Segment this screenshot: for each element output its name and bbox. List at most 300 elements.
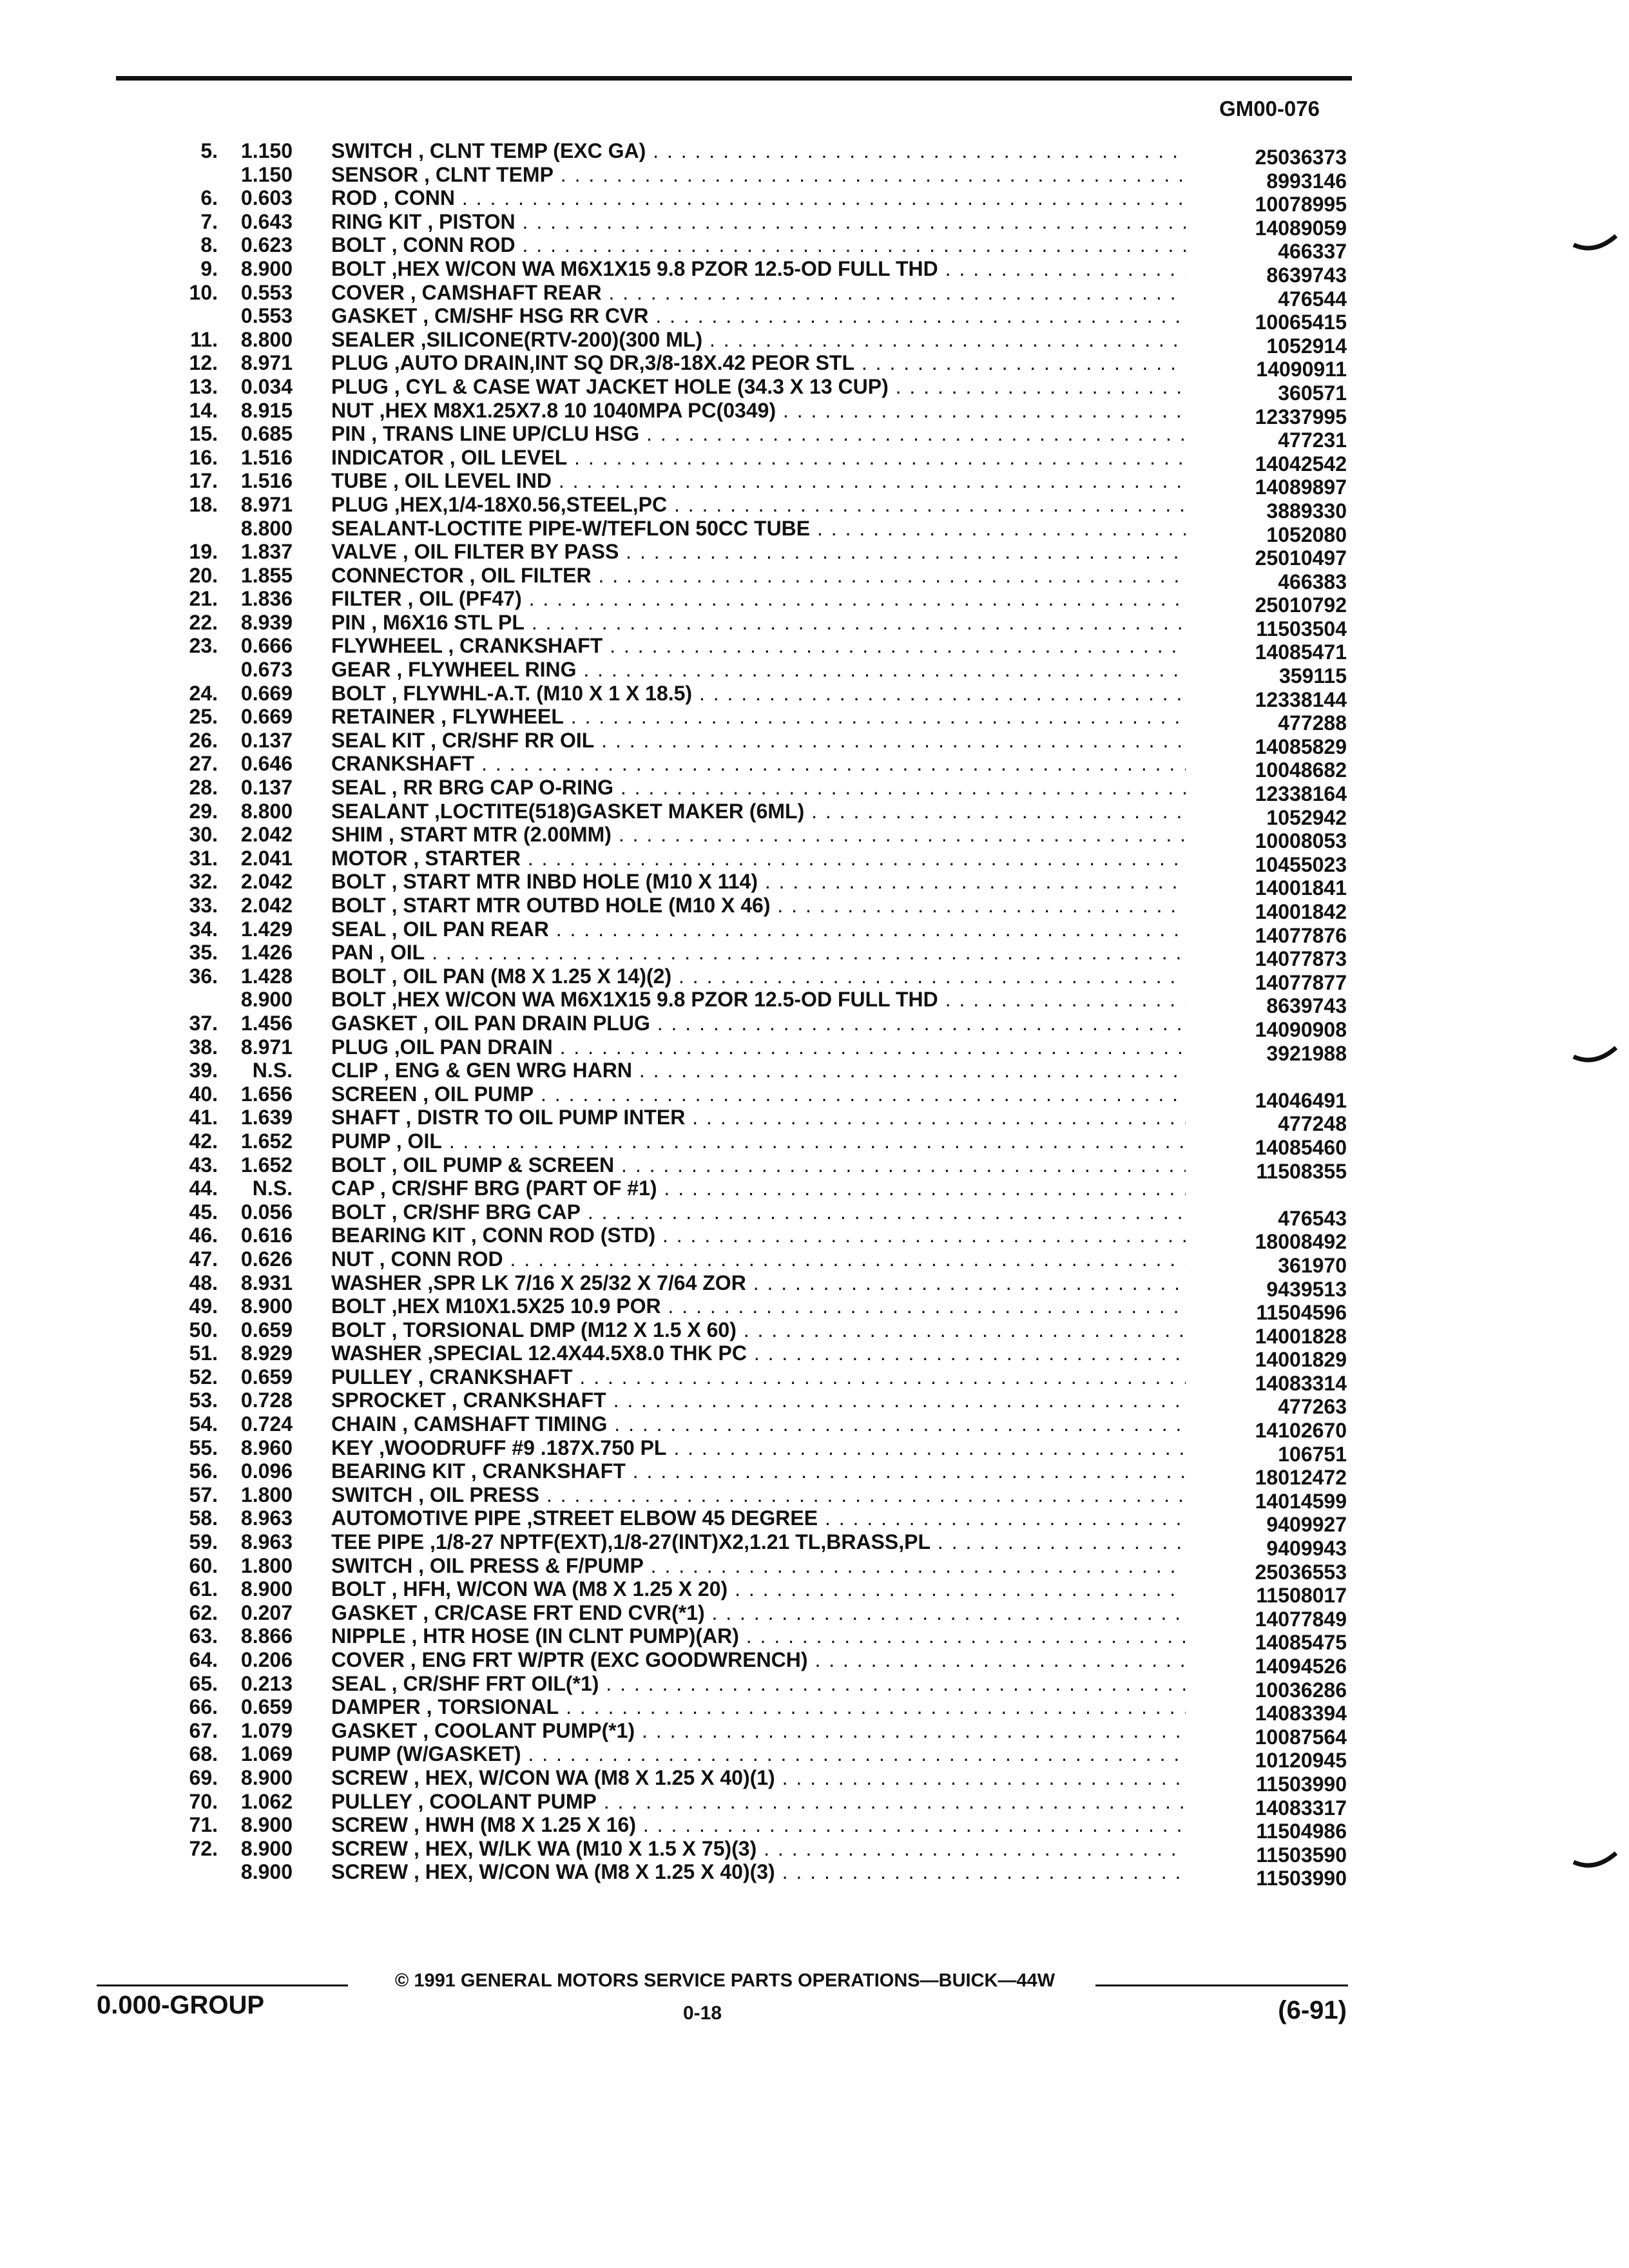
item-number: 27. bbox=[189, 752, 218, 776]
item-number: 42. bbox=[189, 1129, 218, 1153]
group-number: 0.659 bbox=[240, 1365, 293, 1389]
part-description: COVER , ENG FRT W/PTR (EXC GOODWRENCH) . . . bbox=[331, 1648, 1186, 1671]
group-number: 0.666 bbox=[240, 634, 293, 658]
group-number: 8.915 bbox=[240, 398, 293, 422]
part-number: 11503990 bbox=[1256, 1867, 1347, 1890]
group-number: 0.207 bbox=[240, 1600, 293, 1624]
list-item bbox=[155, 1389, 1353, 1419]
list-item bbox=[155, 1695, 1353, 1725]
part-description: SPROCKET , CRANKSHAFT . . . bbox=[331, 1389, 1186, 1412]
item-number: 38. bbox=[189, 1035, 218, 1059]
item-number: 28. bbox=[189, 776, 218, 800]
list-item bbox=[155, 705, 1353, 735]
part-description: SEAL , OIL PAN REAR . . . bbox=[331, 918, 1186, 941]
part-number: 14077877 bbox=[1255, 970, 1347, 994]
list-item bbox=[155, 1035, 1353, 1065]
item-number: 30. bbox=[189, 823, 218, 847]
part-description: SEAL KIT , CR/SHF RR OIL . . . bbox=[331, 729, 1186, 752]
item-number: 43. bbox=[189, 1153, 218, 1177]
group-number: 1.150 bbox=[240, 139, 293, 162]
group-number: 1.516 bbox=[240, 469, 293, 493]
item-number: 69. bbox=[189, 1765, 218, 1789]
list-item bbox=[155, 1718, 1353, 1749]
list-item bbox=[155, 1200, 1353, 1230]
part-number: 14083394 bbox=[1255, 1702, 1347, 1725]
list-item bbox=[155, 894, 1353, 923]
item-number: 65. bbox=[189, 1671, 218, 1695]
list-item bbox=[155, 186, 1353, 216]
list-item bbox=[155, 1177, 1353, 1200]
item-number: 47. bbox=[189, 1247, 218, 1271]
part-description: FLYWHEEL , CRANKSHAFT . . . bbox=[331, 634, 1186, 657]
list-item bbox=[155, 823, 1353, 853]
part-number: 10048682 bbox=[1255, 758, 1347, 782]
list-item bbox=[155, 1483, 1353, 1513]
list-item bbox=[155, 1530, 1353, 1561]
list-item bbox=[155, 799, 1353, 829]
list-item bbox=[155, 492, 1353, 523]
part-number: 477263 bbox=[1278, 1395, 1347, 1419]
item-number: 53. bbox=[189, 1389, 218, 1412]
item-number: 66. bbox=[189, 1695, 218, 1719]
group-number: 0.623 bbox=[240, 233, 293, 257]
group-label: 0.000-GROUP bbox=[97, 1991, 265, 2019]
part-number: 14085460 bbox=[1255, 1135, 1347, 1159]
part-number: 12337995 bbox=[1255, 405, 1347, 428]
list-item bbox=[155, 658, 1353, 688]
group-number: 0.206 bbox=[240, 1648, 293, 1671]
part-description: PLUG ,AUTO DRAIN,INT SQ DR,3/8-18X.42 PEOR STL . . . bbox=[331, 351, 1186, 374]
part-number: 14001842 bbox=[1255, 900, 1347, 923]
part-number: 12338144 bbox=[1255, 687, 1347, 711]
part-description: MOTOR , STARTER . . . bbox=[331, 847, 1186, 870]
item-number: 8. bbox=[200, 233, 218, 257]
group-number: 8.960 bbox=[240, 1436, 293, 1459]
list-item bbox=[155, 1765, 1353, 1796]
part-number: 14085829 bbox=[1255, 735, 1347, 758]
group-number: 2.042 bbox=[240, 894, 293, 917]
group-number: 8.800 bbox=[240, 799, 293, 823]
item-number: 67. bbox=[189, 1718, 218, 1742]
item-number: 25. bbox=[189, 705, 218, 729]
part-number: 361970 bbox=[1278, 1253, 1347, 1277]
part-number: 9439513 bbox=[1266, 1277, 1347, 1301]
item-number: 32. bbox=[189, 870, 218, 894]
list-item bbox=[155, 1341, 1353, 1372]
group-number: 8.900 bbox=[240, 1813, 293, 1837]
group-number: 8.900 bbox=[240, 1577, 293, 1601]
group-number: 8.900 bbox=[240, 256, 293, 280]
part-description: NUT ,HEX M8X1.25X7.8 10 1040MPA PC(0349) . . . bbox=[331, 399, 1186, 422]
group-number: N.S. bbox=[252, 1177, 293, 1200]
list-item bbox=[155, 1129, 1353, 1159]
item-number: 10. bbox=[189, 280, 218, 304]
item-number: 39. bbox=[189, 1059, 218, 1082]
list-item bbox=[155, 374, 1353, 405]
list-item bbox=[155, 1459, 1353, 1490]
part-description: SCREEN , OIL PUMP . . . bbox=[331, 1082, 1186, 1106]
group-number: 1.652 bbox=[240, 1129, 293, 1153]
list-item bbox=[155, 540, 1353, 570]
list-item bbox=[155, 752, 1353, 782]
part-number: 25036373 bbox=[1255, 146, 1347, 169]
part-number: 14090908 bbox=[1255, 1017, 1347, 1041]
list-item bbox=[155, 1318, 1353, 1348]
list-item bbox=[155, 422, 1353, 452]
item-number: 68. bbox=[189, 1742, 218, 1766]
list-item bbox=[155, 1813, 1353, 1843]
list-item bbox=[155, 233, 1353, 264]
item-number: 36. bbox=[189, 964, 218, 988]
part-number: 11508017 bbox=[1256, 1584, 1347, 1608]
item-number: 60. bbox=[189, 1553, 218, 1577]
part-number: 1052942 bbox=[1266, 805, 1347, 829]
part-description: RETAINER , FLYWHEEL . . . bbox=[331, 705, 1186, 728]
part-number: 14077849 bbox=[1255, 1607, 1347, 1631]
group-number: 1.800 bbox=[240, 1553, 293, 1577]
page-number: 0-18 bbox=[682, 2003, 722, 2024]
part-description: SCREW , HWH (M8 X 1.25 X 16) . . . bbox=[331, 1813, 1186, 1836]
group-number: 0.096 bbox=[240, 1459, 293, 1483]
part-number: 466383 bbox=[1278, 570, 1347, 593]
item-number: 33. bbox=[189, 894, 218, 917]
part-description: FILTER , OIL (PF47) . . . bbox=[331, 587, 1186, 610]
part-description: PLUG , CYL & CASE WAT JACKET HOLE (34.3 X 13 CUP) . . . bbox=[331, 375, 1186, 398]
part-description: BOLT , START MTR INBD HOLE (M10 X 114) . . . bbox=[331, 870, 1186, 893]
list-item bbox=[155, 139, 1353, 169]
item-number: 18. bbox=[189, 492, 218, 516]
list-item bbox=[155, 1742, 1353, 1773]
part-number: 3921988 bbox=[1266, 1041, 1347, 1065]
list-item bbox=[155, 1860, 1353, 1890]
part-number: 14077873 bbox=[1255, 947, 1347, 971]
group-number: 1.079 bbox=[240, 1718, 293, 1742]
group-number: 8.931 bbox=[240, 1271, 293, 1294]
part-number: 9409927 bbox=[1266, 1513, 1347, 1537]
group-number: 1.855 bbox=[240, 563, 293, 587]
item-number: 40. bbox=[189, 1082, 218, 1106]
list-item bbox=[155, 327, 1353, 358]
part-number: 14046491 bbox=[1255, 1088, 1347, 1112]
item-number: 56. bbox=[189, 1459, 218, 1483]
item-number: 24. bbox=[189, 681, 218, 705]
group-number: 0.669 bbox=[240, 705, 293, 729]
part-description: SHAFT , DISTR TO OIL PUMP INTER . . . bbox=[331, 1106, 1186, 1129]
part-number: 106751 bbox=[1278, 1442, 1347, 1466]
list-item bbox=[155, 1553, 1353, 1584]
item-number: 54. bbox=[189, 1412, 218, 1436]
part-description: TEE PIPE ,1/8-27 NPTF(EXT),1/8-27(INT)X2,1.21 TL,BRASS,PL . . . bbox=[331, 1530, 1186, 1553]
group-number: 1.656 bbox=[240, 1082, 293, 1106]
list-item bbox=[155, 941, 1353, 971]
group-number: 8.800 bbox=[240, 516, 293, 540]
part-description: SENSOR , CLNT TEMP . . . bbox=[331, 163, 1186, 186]
list-item bbox=[155, 846, 1353, 876]
list-item bbox=[155, 1648, 1353, 1678]
list-item bbox=[155, 1247, 1353, 1277]
group-number: 8.800 bbox=[240, 327, 293, 351]
part-number: 3889330 bbox=[1266, 499, 1347, 523]
item-number: 51. bbox=[189, 1341, 218, 1365]
part-number: 25010497 bbox=[1255, 546, 1347, 570]
part-number: 14085475 bbox=[1255, 1631, 1347, 1655]
part-description: BEARING KIT , CONN ROD (STD) . . . bbox=[331, 1224, 1186, 1247]
item-number: 62. bbox=[189, 1600, 218, 1624]
part-number: 1052914 bbox=[1266, 334, 1347, 358]
list-item bbox=[155, 917, 1353, 947]
part-number: 10087564 bbox=[1255, 1725, 1347, 1749]
part-description: BOLT , CONN ROD . . . bbox=[331, 233, 1186, 256]
list-item bbox=[155, 1271, 1353, 1301]
list-item bbox=[155, 1836, 1353, 1867]
group-number: 2.041 bbox=[240, 846, 293, 870]
part-description: PLUG ,HEX,1/4-18X0.56,STEEL,PC . . . bbox=[331, 493, 1186, 516]
part-number: 14089897 bbox=[1255, 476, 1347, 499]
group-number: 0.213 bbox=[240, 1671, 293, 1695]
part-number: 14083317 bbox=[1255, 1796, 1347, 1820]
parts-list bbox=[155, 139, 1353, 1890]
part-number: 11503990 bbox=[1256, 1772, 1347, 1796]
list-item bbox=[155, 728, 1353, 758]
item-number: 71. bbox=[189, 1813, 218, 1837]
group-number: N.S. bbox=[252, 1059, 293, 1082]
list-item bbox=[155, 964, 1353, 994]
item-number: 37. bbox=[189, 1011, 218, 1035]
item-number: 13. bbox=[189, 374, 218, 398]
list-item bbox=[155, 1577, 1353, 1608]
part-description: CONNECTOR , OIL FILTER . . . bbox=[331, 564, 1186, 587]
part-number: 477231 bbox=[1278, 428, 1347, 452]
part-number: 18012472 bbox=[1255, 1466, 1347, 1490]
part-number: 8639743 bbox=[1266, 994, 1347, 1018]
list-item bbox=[155, 1412, 1353, 1443]
part-description: KEY ,WOODRUFF #9 .187X.750 PL . . . bbox=[331, 1436, 1186, 1459]
item-number: 7. bbox=[200, 209, 218, 233]
item-number: 9. bbox=[200, 256, 218, 280]
list-item bbox=[155, 1624, 1353, 1655]
group-number: 8.963 bbox=[240, 1506, 293, 1530]
list-item bbox=[155, 1600, 1353, 1631]
part-description: BOLT ,HEX M10X1.5X25 10.9 POR . . . bbox=[331, 1294, 1186, 1318]
group-number: 1.456 bbox=[240, 1011, 293, 1035]
part-number: 14042542 bbox=[1255, 452, 1347, 476]
item-number: 29. bbox=[189, 799, 218, 823]
item-number: 19. bbox=[189, 540, 218, 564]
part-number: 14001828 bbox=[1255, 1324, 1347, 1348]
group-number: 1.062 bbox=[240, 1789, 293, 1813]
list-item bbox=[155, 162, 1353, 193]
part-description: SCREW , HEX, W/CON WA (M8 X 1.25 X 40)(1) . . . bbox=[331, 1766, 1186, 1789]
part-number: 25010792 bbox=[1255, 593, 1347, 617]
part-description: PULLEY , CRANKSHAFT . . . bbox=[331, 1365, 1186, 1389]
group-number: 1.652 bbox=[240, 1153, 293, 1177]
item-number: 16. bbox=[189, 445, 218, 469]
part-description: BOLT , OIL PUMP & SCREEN . . . bbox=[331, 1153, 1186, 1177]
part-description: RING KIT , PISTON . . . bbox=[331, 210, 1186, 233]
part-number: 10078995 bbox=[1255, 193, 1347, 216]
part-description: SWITCH , OIL PRESS . . . bbox=[331, 1483, 1186, 1506]
part-description: SWITCH , OIL PRESS & F/PUMP . . . bbox=[331, 1554, 1186, 1577]
item-number: 72. bbox=[189, 1836, 218, 1860]
item-number: 49. bbox=[189, 1294, 218, 1318]
group-number: 8.900 bbox=[240, 1294, 293, 1318]
item-number: 70. bbox=[189, 1789, 218, 1813]
list-item bbox=[155, 304, 1353, 334]
group-number: 0.659 bbox=[240, 1695, 293, 1719]
list-item bbox=[155, 563, 1353, 593]
part-description: SEALANT ,LOCTITE(518)GASKET MAKER (6ML) . . . bbox=[331, 800, 1186, 823]
group-number: 8.971 bbox=[240, 492, 293, 516]
part-number: 476543 bbox=[1278, 1206, 1347, 1230]
part-number: 14089059 bbox=[1255, 216, 1347, 240]
part-description: BOLT , OIL PAN (M8 X 1.25 X 14)(2) . . . bbox=[331, 965, 1186, 988]
group-number: 8.866 bbox=[240, 1624, 293, 1648]
item-number: 14. bbox=[189, 398, 218, 422]
part-description: GASKET , CM/SHF HSG RR CVR . . . bbox=[331, 304, 1186, 327]
item-number: 17. bbox=[189, 469, 218, 493]
item-number: 44. bbox=[189, 1177, 218, 1200]
item-number: 59. bbox=[189, 1530, 218, 1554]
group-number: 1.639 bbox=[240, 1106, 293, 1129]
list-item bbox=[155, 469, 1353, 499]
item-number: 57. bbox=[189, 1483, 218, 1506]
list-item bbox=[155, 256, 1353, 287]
part-number: 476544 bbox=[1278, 287, 1347, 311]
group-number: 0.034 bbox=[240, 374, 293, 398]
group-number: 0.137 bbox=[240, 728, 293, 752]
item-number: 12. bbox=[189, 351, 218, 375]
list-item bbox=[155, 610, 1353, 640]
group-number: 1.429 bbox=[240, 917, 293, 941]
list-item bbox=[155, 681, 1353, 711]
copyright-line: © 1991 GENERAL MOTORS SERVICE PARTS OPERATIONS—BUICK—44W bbox=[394, 1970, 1055, 1991]
part-description: PULLEY , COOLANT PUMP . . . bbox=[331, 1790, 1186, 1813]
part-description: CHAIN , CAMSHAFT TIMING . . . bbox=[331, 1412, 1186, 1436]
part-description: GASKET , OIL PAN DRAIN PLUG . . . bbox=[331, 1012, 1186, 1035]
revision-date: (6-91) bbox=[1278, 1996, 1347, 2024]
part-number: 10455023 bbox=[1255, 852, 1347, 876]
group-number: 0.603 bbox=[240, 186, 293, 210]
part-description: SEAL , RR BRG CAP O-RING . . . bbox=[331, 776, 1186, 799]
item-number: 48. bbox=[189, 1271, 218, 1294]
group-number: 1.069 bbox=[240, 1742, 293, 1766]
part-description: CRANKSHAFT . . . bbox=[331, 752, 1186, 775]
group-number: 0.137 bbox=[240, 776, 293, 800]
list-item bbox=[155, 1506, 1353, 1537]
group-number: 8.971 bbox=[240, 1035, 293, 1059]
item-number: 58. bbox=[189, 1506, 218, 1530]
item-number: 50. bbox=[189, 1318, 218, 1341]
part-description: INDICATOR , OIL LEVEL . . . bbox=[331, 446, 1186, 469]
item-number: 26. bbox=[189, 728, 218, 752]
part-description: GEAR , FLYWHEEL RING . . . bbox=[331, 658, 1186, 681]
item-number: 46. bbox=[189, 1224, 218, 1247]
part-number: 10036286 bbox=[1255, 1678, 1347, 1702]
part-description: PIN , TRANS LINE UP/CLU HSG . . . bbox=[331, 422, 1186, 445]
list-item bbox=[155, 1789, 1353, 1820]
list-item bbox=[155, 1436, 1353, 1466]
group-number: 0.659 bbox=[240, 1318, 293, 1341]
list-item bbox=[155, 1011, 1353, 1041]
part-number: 11504986 bbox=[1256, 1820, 1347, 1843]
part-number: 477288 bbox=[1278, 711, 1347, 735]
part-number: 11503504 bbox=[1256, 617, 1347, 640]
item-number: 15. bbox=[189, 422, 218, 446]
group-number: 0.626 bbox=[240, 1247, 293, 1271]
part-number: 14094526 bbox=[1255, 1655, 1347, 1678]
list-item bbox=[155, 516, 1353, 546]
list-item bbox=[155, 634, 1353, 664]
group-number: 8.929 bbox=[240, 1341, 293, 1365]
group-number: 0.643 bbox=[240, 209, 293, 233]
part-number: 10065415 bbox=[1255, 311, 1347, 334]
part-description: WASHER ,SPECIAL 12.4X44.5X8.0 THK PC . . . bbox=[331, 1341, 1186, 1365]
list-item bbox=[155, 445, 1353, 476]
part-description: BOLT , CR/SHF BRG CAP . . . bbox=[331, 1200, 1186, 1224]
part-description: PUMP (W/GASKET) . . . bbox=[331, 1742, 1186, 1765]
group-number: 8.900 bbox=[240, 1836, 293, 1860]
list-item bbox=[155, 280, 1353, 311]
group-number: 1.426 bbox=[240, 941, 293, 965]
part-description: GASKET , CR/CASE FRT END CVR(*1) . . . bbox=[331, 1601, 1186, 1624]
list-item bbox=[155, 1059, 1353, 1082]
footer-rule-right bbox=[1095, 1984, 1348, 1986]
group-number: 0.685 bbox=[240, 422, 293, 446]
part-number: 11504596 bbox=[1256, 1301, 1347, 1325]
part-number: 14001841 bbox=[1255, 876, 1347, 900]
part-number: 477248 bbox=[1278, 1112, 1347, 1136]
part-number: 10008053 bbox=[1255, 829, 1347, 853]
part-description: CAP , CR/SHF BRG (PART OF #1) . . . bbox=[331, 1177, 1186, 1200]
part-description: SEALANT-LOCTITE PIPE-W/TEFLON 50CC TUBE . . . bbox=[331, 517, 1186, 540]
group-number: 0.056 bbox=[240, 1200, 293, 1224]
part-description: VALVE , OIL FILTER BY PASS . . . bbox=[331, 540, 1186, 563]
group-number: 1.428 bbox=[240, 964, 293, 988]
part-description: SWITCH , CLNT TEMP (EXC GA) . . . bbox=[331, 139, 1186, 162]
part-number: 14077876 bbox=[1255, 923, 1347, 947]
part-number: 14083314 bbox=[1255, 1371, 1347, 1395]
item-number: 41. bbox=[189, 1106, 218, 1129]
part-description: BOLT , HFH, W/CON WA (M8 X 1.25 X 20) . . . bbox=[331, 1577, 1186, 1600]
part-number: 14090911 bbox=[1256, 358, 1347, 381]
part-number: 12338164 bbox=[1255, 782, 1347, 806]
part-description: BOLT , TORSIONAL DMP (M12 X 1.5 X 60) . . . bbox=[331, 1318, 1186, 1341]
item-number: 55. bbox=[189, 1436, 218, 1459]
item-number: 34. bbox=[189, 917, 218, 941]
group-number: 0.646 bbox=[240, 752, 293, 776]
part-number: 10120945 bbox=[1255, 1749, 1347, 1773]
group-number: 1.800 bbox=[240, 1483, 293, 1506]
part-description: TUBE , OIL LEVEL IND . . . bbox=[331, 469, 1186, 492]
punch-mark bbox=[1572, 1849, 1617, 1875]
part-description: GASKET , COOLANT PUMP(*1) . . . bbox=[331, 1719, 1186, 1742]
part-description: PUMP , OIL . . . bbox=[331, 1129, 1186, 1153]
group-number: 8.900 bbox=[240, 1765, 293, 1789]
group-number: 8.963 bbox=[240, 1530, 293, 1554]
part-number: 18008492 bbox=[1255, 1230, 1347, 1254]
list-item bbox=[155, 776, 1353, 806]
group-number: 1.516 bbox=[240, 445, 293, 469]
part-description: PAN , OIL . . . bbox=[331, 941, 1186, 964]
part-number: 8993146 bbox=[1266, 169, 1347, 193]
list-item bbox=[155, 870, 1353, 900]
group-number: 0.616 bbox=[240, 1224, 293, 1247]
list-item bbox=[155, 587, 1353, 617]
group-number: 0.673 bbox=[240, 658, 293, 682]
part-number: 359115 bbox=[1278, 664, 1347, 688]
part-description: ROD , CONN . . . bbox=[331, 186, 1186, 209]
part-description: DAMPER , TORSIONAL . . . bbox=[331, 1695, 1186, 1718]
